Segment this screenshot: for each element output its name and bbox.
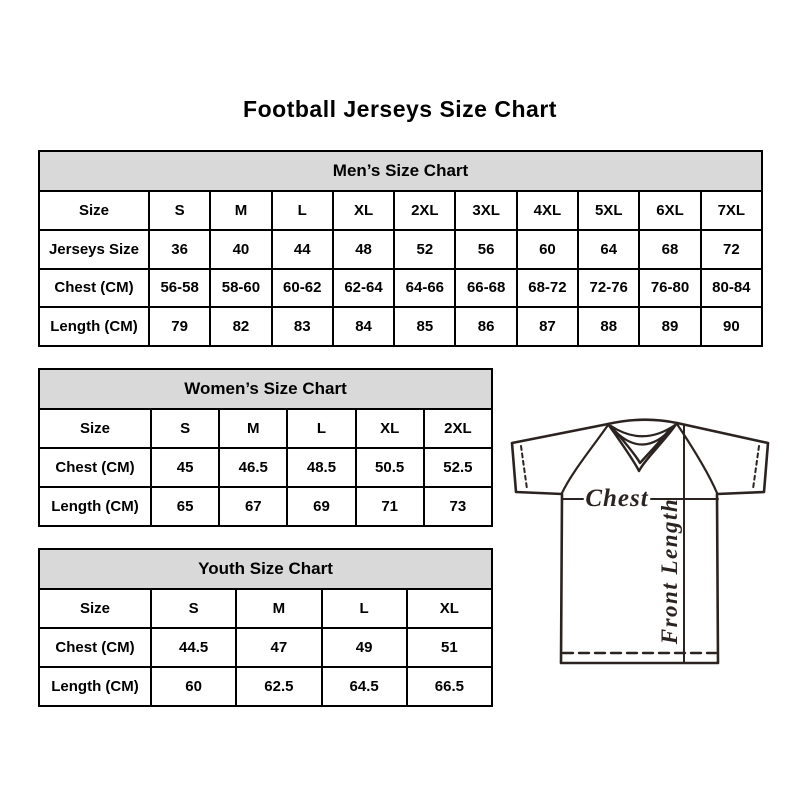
table-cell: M: [219, 409, 287, 448]
table-cell: 2XL: [424, 409, 492, 448]
table-cell: 67: [219, 487, 287, 526]
table-cell: 87: [517, 307, 578, 346]
table-cell: 66.5: [407, 667, 492, 706]
table-cell: S: [151, 589, 236, 628]
table-cell: 64: [578, 230, 639, 269]
row-label: Chest (CM): [39, 628, 151, 667]
table-cell: 89: [639, 307, 700, 346]
row-label: Size: [39, 191, 149, 230]
youth-size-chart-table: [38, 548, 493, 707]
table-row: [39, 230, 762, 269]
table-cell: 4XL: [517, 191, 578, 230]
table-cell: 56: [455, 230, 516, 269]
table-cell: 64.5: [322, 667, 407, 706]
table-cell: 90: [701, 307, 762, 346]
table-cell: 62.5: [236, 667, 321, 706]
table-row: [39, 191, 762, 230]
table-cell: S: [149, 191, 210, 230]
table-row: [39, 628, 492, 667]
table-cell: 60: [517, 230, 578, 269]
table-row: [39, 667, 492, 706]
table-cell: 72: [701, 230, 762, 269]
table-cell: 68-72: [517, 269, 578, 308]
front-length-label: Front Length: [657, 497, 682, 645]
table-cell: XL: [356, 409, 424, 448]
table-cell: 40: [210, 230, 271, 269]
jersey-diagram: [503, 403, 775, 675]
table-title: Youth Size Chart: [39, 549, 492, 589]
table-cell: 50.5: [356, 448, 424, 487]
table-cell: 47: [236, 628, 321, 667]
table-cell: XL: [333, 191, 394, 230]
table-cell: 52.5: [424, 448, 492, 487]
table-cell: L: [322, 589, 407, 628]
row-label: Size: [39, 409, 151, 448]
table-cell: 51: [407, 628, 492, 667]
table-cell: 82: [210, 307, 271, 346]
table-cell: 62-64: [333, 269, 394, 308]
table-cell: 46.5: [219, 448, 287, 487]
table-title: Women’s Size Chart: [39, 369, 492, 409]
table-cell: S: [151, 409, 219, 448]
womens-size-chart-table: [38, 368, 493, 527]
table-cell: 79: [149, 307, 210, 346]
table-cell: 52: [394, 230, 455, 269]
table-cell: 60: [151, 667, 236, 706]
table-row: [39, 487, 492, 526]
jersey-outline: [512, 420, 768, 663]
table-cell: 36: [149, 230, 210, 269]
table-cell: 72-76: [578, 269, 639, 308]
row-label: Jerseys Size: [39, 230, 149, 269]
row-label: Size: [39, 589, 151, 628]
table-cell: 49: [322, 628, 407, 667]
table-cell: M: [210, 191, 271, 230]
table-cell: 64-66: [394, 269, 455, 308]
table-cell: 76-80: [639, 269, 700, 308]
table-cell: 73: [424, 487, 492, 526]
table-row: [39, 269, 762, 308]
row-label: Chest (CM): [39, 269, 149, 308]
row-label: Length (CM): [39, 487, 151, 526]
table-cell: 3XL: [455, 191, 516, 230]
table-cell: 48.5: [287, 448, 355, 487]
table-cell: 65: [151, 487, 219, 526]
table-cell: L: [272, 191, 333, 230]
table-cell: 69: [287, 487, 355, 526]
row-label: Length (CM): [39, 307, 149, 346]
table-cell: 58-60: [210, 269, 271, 308]
table-cell: 83: [272, 307, 333, 346]
table-cell: 44: [272, 230, 333, 269]
table-cell: 80-84: [701, 269, 762, 308]
chest-label: Chest: [585, 485, 649, 512]
table-cell: 5XL: [578, 191, 639, 230]
row-label: Chest (CM): [39, 448, 151, 487]
table-cell: 45: [151, 448, 219, 487]
table-cell: 6XL: [639, 191, 700, 230]
table-cell: M: [236, 589, 321, 628]
table-cell: 2XL: [394, 191, 455, 230]
table-cell: 86: [455, 307, 516, 346]
table-cell: XL: [407, 589, 492, 628]
table-row: [39, 589, 492, 628]
table-cell: 88: [578, 307, 639, 346]
table-cell: L: [287, 409, 355, 448]
table-cell: 85: [394, 307, 455, 346]
table-cell: 48: [333, 230, 394, 269]
table-cell: 68: [639, 230, 700, 269]
mens-size-chart-table: [38, 150, 763, 347]
table-cell: 84: [333, 307, 394, 346]
table-cell: 7XL: [701, 191, 762, 230]
row-label: Length (CM): [39, 667, 151, 706]
table-cell: 60-62: [272, 269, 333, 308]
table-row: [39, 307, 762, 346]
table-cell: 71: [356, 487, 424, 526]
table-row: [39, 409, 492, 448]
table-cell: 56-58: [149, 269, 210, 308]
table-cell: 44.5: [151, 628, 236, 667]
table-title: Men’s Size Chart: [39, 151, 762, 191]
table-cell: 66-68: [455, 269, 516, 308]
table-row: [39, 448, 492, 487]
page-title: Football Jerseys Size Chart: [243, 96, 557, 122]
